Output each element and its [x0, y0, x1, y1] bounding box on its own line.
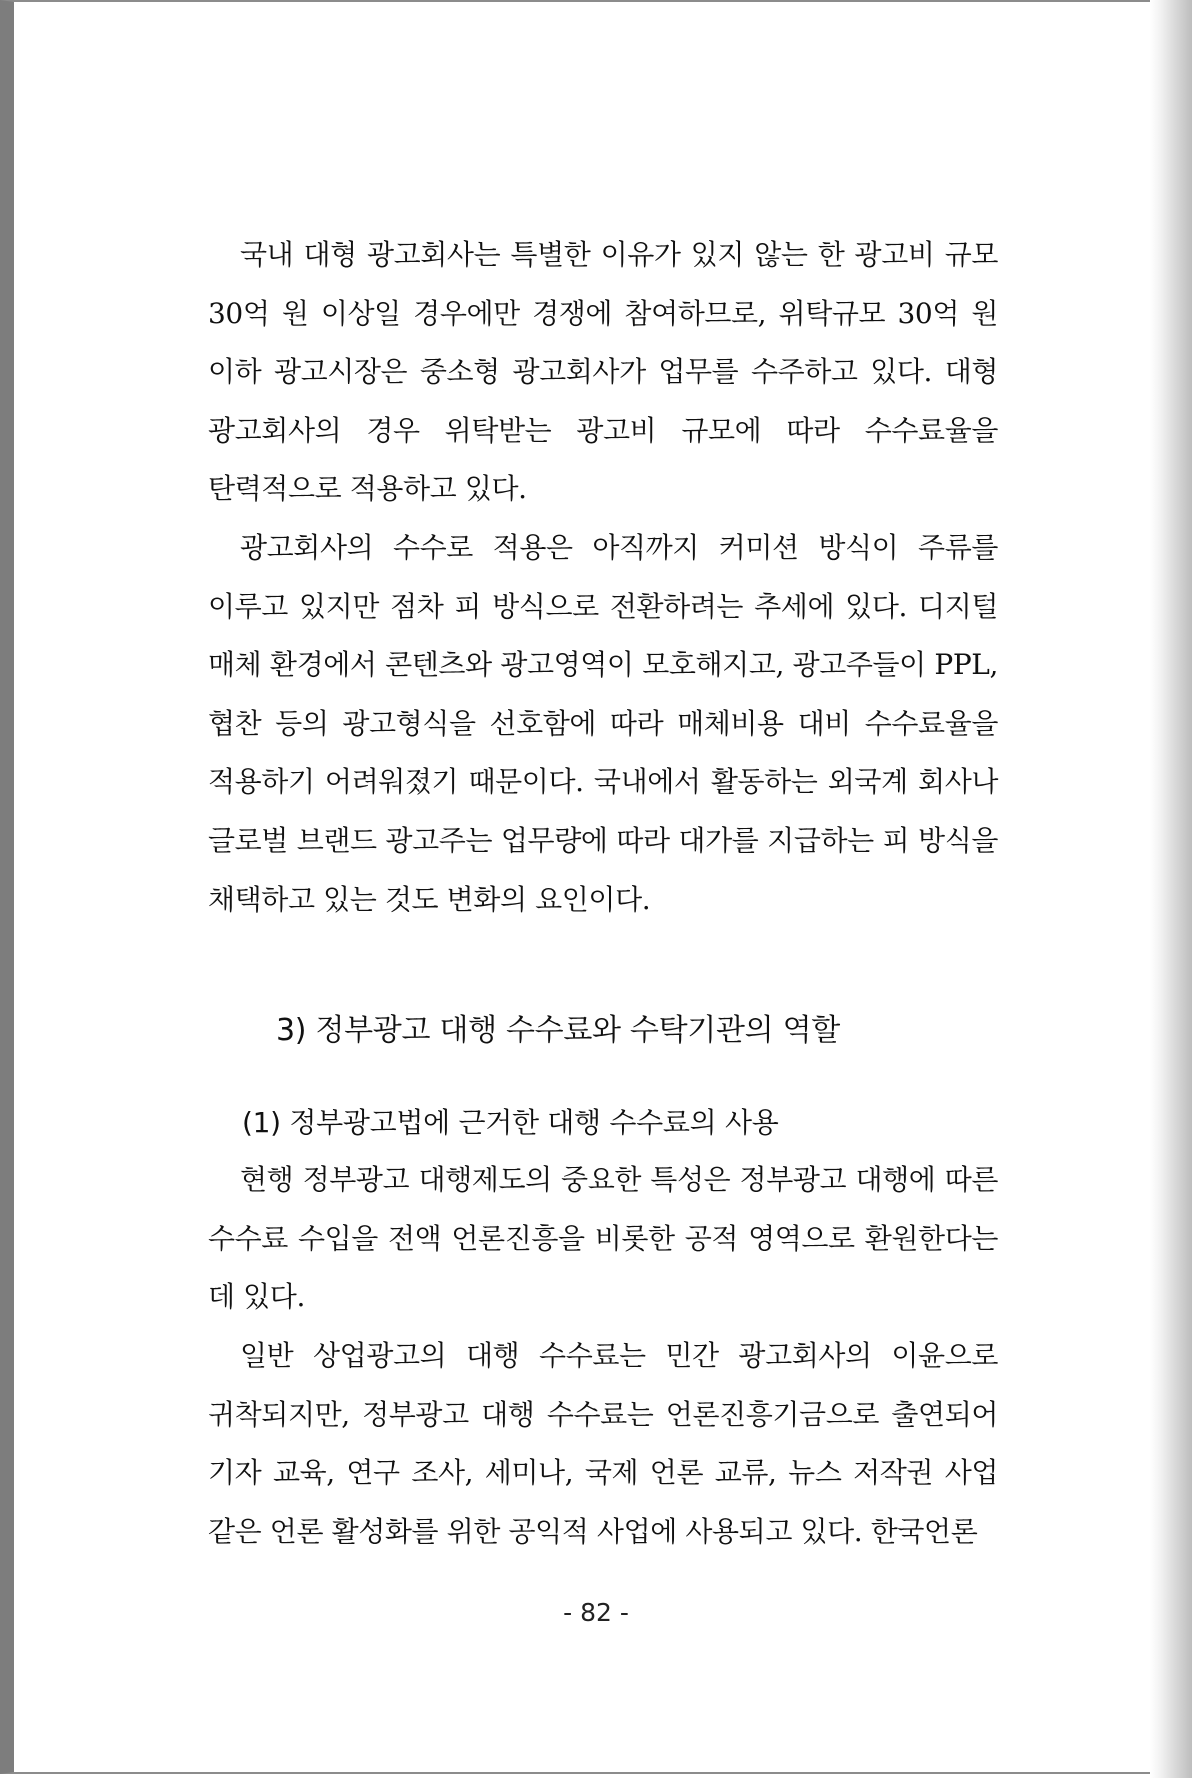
body-paragraph: 광고회사의 수수로 적용은 아직까지 커미션 방식이 주류를 이루고 있지만 점차 피 방식으로 전환하려는 추세에 있다. 디지털 매체 환경에서 콘텐츠와 광고영역이 모호해지고, 광고주들이 PPL, 협찬 등의 광고형식을 선호함에 따라 매체비용 대비 수수료율을 적용하기 어려워졌기 때문이다. 국내에서 활동하는 외국계 회사나 글로벌 브랜드 광고주는 업무량에 따라 대가를 지급하는 피 방식을 채택하고 있는 것도 변화의 요인이다.	[208, 530, 998, 916]
section-heading: 3) 정부광고 대행 수수료와 수탁기관의 역할	[276, 1013, 840, 1049]
page-edge-shadow	[1150, 0, 1192, 1778]
page-number: - 82 -	[563, 1598, 629, 1627]
body-paragraph: 국내 대형 광고회사는 특별한 이유가 있지 않는 한 광고비 규모 30억 원 이상일 경우에만 경쟁에 참여하므로, 위탁규모 30억 원 이하 광고시장은 중소형 광고회사가 업무를 수주하고 있다. 대형 광고회사의 경우 위탁받는 광고비 규모에 따라 수수료율을 탄력적으로 적용하고 있다.	[208, 238, 998, 506]
subsection-heading: (1) 정부광고법에 근거한 대행 수수료의 사용	[242, 1106, 779, 1140]
page-content	[208, 226, 998, 1561]
body-paragraph: 현행 정부광고 대행제도의 중요한 특성은 정부광고 대행에 따른 수수료 수입을 전액 언론진흥을 비롯한 공적 영역으로 환원한다는 데 있다.	[208, 1163, 998, 1314]
body-paragraph: 일반 상업광고의 대행 수수료는 민간 광고회사의 이윤으로 귀착되지만, 정부광고 대행 수수료는 언론진흥기금으로 출연되어 기자 교육, 연구 조사, 세미나, 국제 언론 교류, 뉴스 저작권 사업 같은 언론 활성화를 위한 공익적 사업에 사용되고 있다. 한국언론	[208, 1338, 998, 1548]
